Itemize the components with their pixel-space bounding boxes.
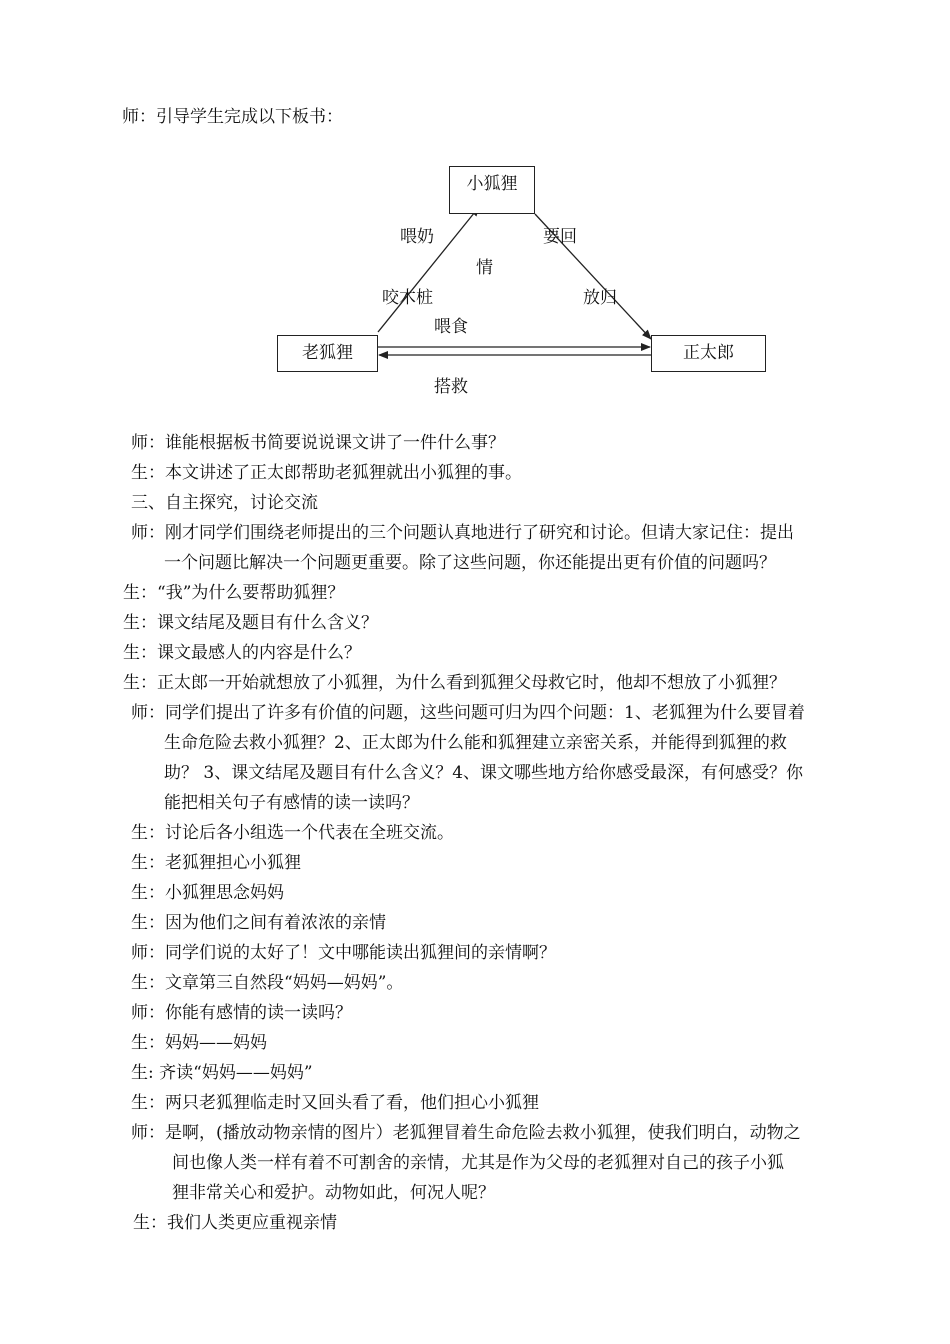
dialogue-line-continued: 能把相关句子有感情的读一读吗？ xyxy=(164,793,419,813)
label-feed-food: 喂食 xyxy=(434,317,468,337)
dialogue-line: 三、自主探究，讨论交流 xyxy=(131,493,318,513)
node-zhengtailang: 正太郎 xyxy=(651,335,766,372)
dialogue-line-continued: 间也像人类一样有着不可割舍的亲情，尤其是作为父母的老狐狸对自己的孩子小狐 xyxy=(172,1153,784,1173)
dialogue-line-continued: 狸非常关心和爱护。动物如此，何况人呢？ xyxy=(172,1183,495,1203)
dialogue-line: 师：同学们说的太好了！文中哪能读出狐狸间的亲情啊？ xyxy=(131,943,556,963)
dialogue-line-continued: 助？ 3、课文结尾及题目有什么含义？4、课文哪些地方给你感受最深，有何感受？你 xyxy=(164,763,804,783)
dialogue-line: 生：小狐狸思念妈妈 xyxy=(131,883,284,903)
dialogue-line: 生：我们人类更应重视亲情 xyxy=(133,1213,337,1233)
dialogue-line: 生：讨论后各小组选一个代表在全班交流。 xyxy=(131,823,454,843)
dialogue-line: 生：文章第三自然段“妈妈—妈妈”。 xyxy=(131,973,404,993)
dialogue-line: 生：课文结尾及题目有什么含义？ xyxy=(123,613,378,633)
dialogue-line: 师：你能有感情的读一读吗？ xyxy=(131,1003,352,1023)
dialogue-line: 生：两只老狐狸临走时又回头看了看，他们担心小狐狸 xyxy=(131,1093,539,1113)
label-rescue: 搭救 xyxy=(434,377,468,397)
label-affection: 情 xyxy=(476,258,493,278)
dialogue-line: 生：正太郎一开始就想放了小狐狸，为什么看到狐狸父母救它时，他却不想放了小狐狸？ xyxy=(123,673,786,693)
dialogue-line: 生：老狐狸担心小狐狸 xyxy=(131,853,301,873)
dialogue-line: 生：本文讲述了正太郎帮助老狐狸就出小狐狸的事。 xyxy=(131,463,522,483)
dialogue-line: 师：刚才同学们围绕老师提出的三个问题认真地进行了研究和讨论。但请大家记住：提出 xyxy=(131,523,794,543)
dialogue-line: 师：同学们提出了许多有价值的问题，这些问题可归为四个问题：1、老狐狸为什么要冒着 xyxy=(131,703,805,723)
dialogue-line: 师：谁能根据板书简要说说课文讲了一件什么事？ xyxy=(131,433,505,453)
label-feed-milk: 喂奶 xyxy=(400,227,434,247)
label-take-back: 要回 xyxy=(543,227,577,247)
dialogue-line: 生：“我”为什么要帮助狐狸？ xyxy=(123,583,345,603)
dialogue-line: 生：课文最感人的内容是什么？ xyxy=(123,643,361,663)
label-release: 放归 xyxy=(583,288,617,308)
dialogue-line: 生: 齐读“妈妈——妈妈” xyxy=(131,1063,313,1083)
node-old-fox: 老狐狸 xyxy=(277,335,378,372)
dialogue-line: 生：妈妈——妈妈 xyxy=(131,1033,267,1053)
dialogue-line-continued: 一个问题比解决一个问题更重要。除了这些问题，你还能提出更有价值的问题吗？ xyxy=(164,553,776,573)
node-little-fox: 小狐狸 xyxy=(449,166,535,214)
board-diagram xyxy=(0,0,950,420)
dialogue-line: 生：因为他们之间有着浓浓的亲情 xyxy=(131,913,386,933)
dialogue-line: 师：是啊，(播放动物亲情的图片）老狐狸冒着生命危险去救小狐狸，使我们明白，动物之 xyxy=(131,1123,801,1143)
label-bite-stake: 咬木桩 xyxy=(382,288,433,308)
dialogue-line-continued: 生命危险去救小狐狸？2、正太郎为什么能和狐狸建立亲密关系，并能得到狐狸的救 xyxy=(164,733,787,753)
intro-line: 师：引导学生完成以下板书： xyxy=(122,107,343,127)
